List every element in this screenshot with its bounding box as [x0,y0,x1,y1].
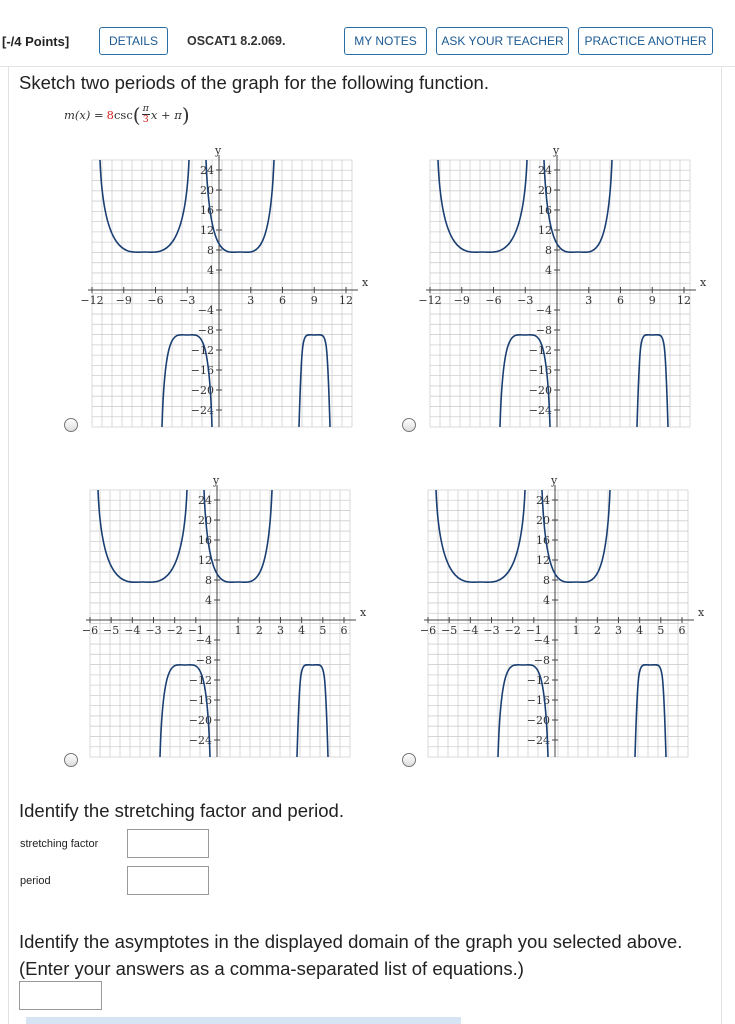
fraction-numerator: π [142,103,149,114]
y-tick-label: −4 [533,634,550,647]
y-tick-label: −20 [526,714,550,727]
graph-option-d [420,475,707,765]
x-tick-label: −1 [187,624,204,637]
function-fraction [142,104,150,125]
y-tick-label: −16 [188,694,212,707]
y-tick-label: 4 [543,594,550,607]
y-tick-label: 8 [207,244,214,257]
x-tick-label: −6 [147,294,164,307]
y-tick-label: −16 [190,364,214,377]
radio-option-d[interactable] [402,753,416,767]
question-instruction: Sketch two periods of the graph for the following function. [19,72,489,93]
x-tick-label: −6 [81,624,99,637]
y-tick-label: −8 [533,654,550,667]
curve-branch [204,490,272,582]
part3-heading: Identify the asymptotes in the displayed domain of the graph you selected above. (Enter your answers as a comma-separated list of equations.) [19,931,683,979]
y-tick-label: −4 [197,304,214,317]
function-coefficient: 8 [106,107,114,122]
y-tick-label: 4 [207,264,214,277]
y-tick-label: −12 [528,344,552,357]
x-tick-label: 12 [339,294,353,307]
asymptotes-input[interactable] [19,981,102,1010]
question-id: OSCAT1 8.2.069. [187,34,286,48]
period-input[interactable] [127,866,209,895]
x-tick-label: −4 [124,624,141,637]
x-tick-label: −6 [419,624,437,637]
y-axis-label: y [213,474,220,487]
y-tick-label: −24 [190,404,214,417]
x-tick-label: −5 [103,624,120,637]
curve-branch [98,490,187,582]
y-tick-label: 24 [536,494,550,507]
x-tick-label: 1 [572,624,580,637]
function-expression [64,104,190,125]
y-tick-label: 16 [536,534,550,547]
x-tick-label: 5 [319,624,327,637]
y-tick-label: 4 [205,594,212,607]
x-axis-label: x [700,276,707,289]
x-tick-label: 3 [247,294,255,307]
hint-bar [26,1017,461,1024]
x-tick-label: −2 [166,624,183,637]
close-paren-icon: ) [181,102,190,127]
x-tick-label: 9 [310,294,318,307]
y-tick-label: −12 [188,674,212,687]
y-tick-label: −8 [195,654,212,667]
x-axis-label: x [362,276,369,289]
y-tick-label: 4 [545,264,552,277]
y-tick-label: −8 [535,324,552,337]
y-tick-label: −24 [528,404,552,417]
y-tick-label: 24 [200,164,214,177]
x-tick-label: 5 [657,624,665,637]
x-tick-label: 3 [615,624,622,637]
curve-branch [542,490,610,582]
y-tick-label: 20 [538,184,552,197]
x-tick-label: −12 [80,294,104,307]
y-tick-label: −20 [528,384,552,397]
x-tick-label: −3 [483,624,500,637]
x-tick-label: 2 [255,624,263,637]
y-tick-label: 24 [538,164,552,177]
y-tick-label: 20 [536,514,550,527]
x-tick-label: 2 [593,624,601,637]
y-tick-label: −12 [526,674,550,687]
y-tick-label: 8 [543,574,550,587]
y-tick-label: 20 [198,514,212,527]
y-tick-label: 12 [198,554,212,567]
y-tick-label: 16 [198,534,212,547]
y-tick-label: −20 [188,714,212,727]
x-tick-label: 9 [648,294,656,307]
x-tick-label: 6 [340,624,348,637]
graph-option-b [418,144,707,435]
y-tick-label: 8 [205,574,212,587]
y-axis-label: y [215,144,222,157]
radio-option-a[interactable] [64,418,78,432]
stretching-factor-input[interactable] [127,829,209,858]
curve-branch [100,160,189,252]
x-tick-label: 4 [636,624,644,637]
y-tick-label: 8 [545,244,552,257]
graph-option-a [80,144,369,435]
radio-option-c[interactable] [64,753,78,767]
period-label: period [20,875,51,887]
y-tick-label: −8 [197,324,214,337]
x-tick-label: −3 [517,294,534,307]
open-paren-icon: ( [132,102,141,127]
x-tick-label: −3 [179,294,196,307]
fraction-denominator: 3 [142,114,149,125]
x-tick-label: 12 [677,294,691,307]
function-lhs: m(x) = [64,107,104,122]
curve-branch [297,665,328,757]
x-tick-label: 6 [279,294,286,307]
ask-teacher-button[interactable]: ASK YOUR TEACHER [436,27,569,55]
y-axis-label: y [553,144,560,157]
curve-branch [299,335,330,427]
y-tick-label: −16 [528,364,552,377]
curve-branch [206,160,274,252]
my-notes-button[interactable]: MY NOTES [344,27,427,55]
x-tick-label: −9 [453,294,470,307]
radio-option-b[interactable] [402,418,416,432]
x-tick-label: 3 [585,294,593,307]
y-tick-label: −4 [195,634,212,647]
curve-branch [436,490,525,582]
question-header [0,0,735,67]
practice-another-button[interactable]: PRACTICE ANOTHER [578,27,713,55]
y-tick-label: 12 [200,224,214,237]
y-tick-label: 12 [536,554,550,567]
x-tick-label: −9 [115,294,132,307]
x-tick-label: −4 [462,624,479,637]
y-tick-label: 24 [198,494,212,507]
y-tick-label: −20 [190,384,214,397]
x-tick-label: −6 [485,294,502,307]
function-rest: x + π [150,107,182,122]
y-tick-label: 20 [200,184,214,197]
y-tick-label: −4 [535,304,552,317]
curve-branch [544,160,612,252]
x-tick-label: −1 [525,624,542,637]
points-label: [-/4 Points] [2,34,70,49]
function-csc: csc [113,107,133,122]
y-tick-label: −12 [190,344,214,357]
x-tick-label: −5 [441,624,458,637]
y-tick-label: −16 [526,694,550,707]
graph-option-c [82,475,369,765]
y-tick-label: 12 [538,224,552,237]
y-axis-label: y [551,474,558,487]
x-tick-label: −12 [418,294,442,307]
curve-branch [438,160,527,252]
x-tick-label: 3 [277,624,284,637]
y-tick-label: −24 [526,734,550,747]
x-axis-label: x [360,606,367,619]
curve-branch [635,665,666,757]
x-tick-label: 6 [678,624,686,637]
x-tick-label: 1 [234,624,242,637]
y-tick-label: 16 [538,204,552,217]
details-button[interactable]: DETAILS [99,27,168,55]
y-tick-label: −24 [188,734,212,747]
y-tick-label: 16 [200,204,214,217]
stretching-factor-label: stretching factor [20,838,99,850]
x-tick-label: 4 [298,624,306,637]
x-tick-label: −3 [145,624,162,637]
x-tick-label: −2 [504,624,521,637]
curve-branch [637,335,668,427]
part2-heading: Identify the stretching factor and period. [19,800,344,821]
x-tick-label: 6 [617,294,624,307]
x-axis-label: x [698,606,705,619]
